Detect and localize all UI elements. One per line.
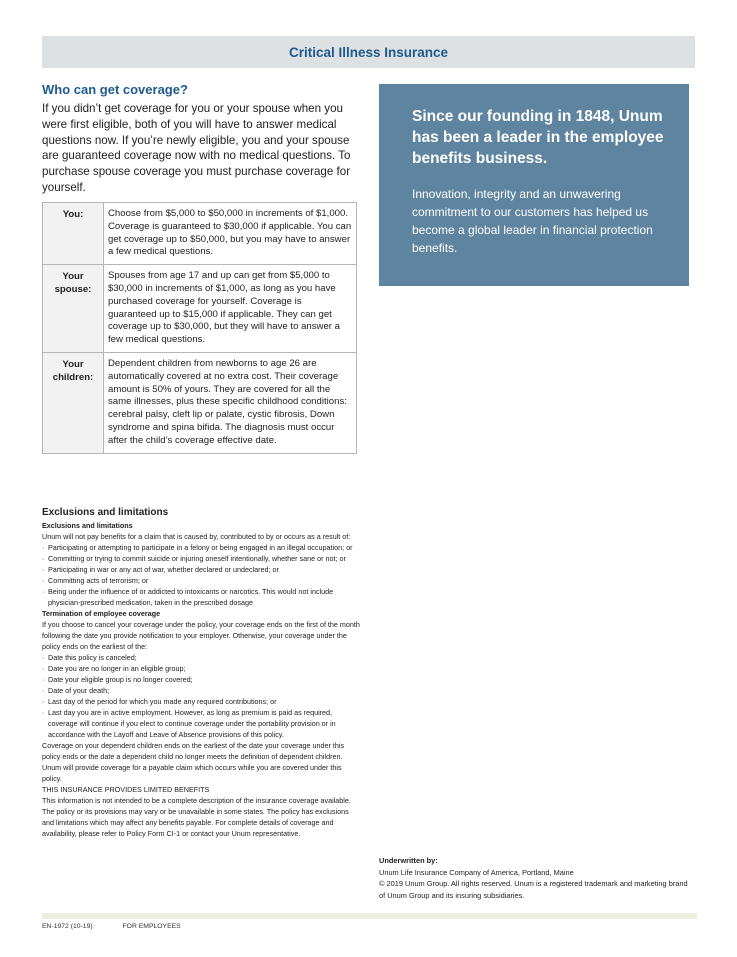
list-item: · Committing or trying to commit suicide or injuring oneself intentionally, whether sane or not; or bbox=[42, 553, 360, 564]
exclusions-list bbox=[42, 542, 360, 608]
list-item: · Date you are no longer in an eligible group; bbox=[42, 663, 360, 674]
row-label: Your spouse: bbox=[43, 265, 104, 353]
form-number: EN-1972 (10-19) bbox=[42, 923, 93, 930]
copyright-text: © 2019 Unum Group. All rights reserved. Unum is a registered trademark and marketing brand of Unum Group and its insuring subsidiaries. bbox=[379, 879, 688, 900]
list-item: · Date this policy is canceled; bbox=[42, 652, 360, 663]
audience-label: FOR EMPLOYEES bbox=[122, 923, 181, 930]
exclusions-subheading: Exclusions and limitations bbox=[42, 521, 133, 530]
list-item: · Being under the influence of or addicted to intoxicants or narcotics. This would not include physician-prescribed medication, taken in the prescribed dosage bbox=[42, 586, 360, 608]
row-label: You: bbox=[43, 203, 104, 265]
coverage-heading: Who can get coverage? bbox=[42, 82, 188, 97]
exclusions-heading: Exclusions and limitations bbox=[42, 507, 169, 518]
table-row bbox=[43, 265, 357, 353]
footer bbox=[42, 923, 181, 930]
dependent-text: Coverage on your dependent children ends on the earliest of the date your coverage under this policy ends or the date a dependent child no longer meets the definition of dependent children. bbox=[42, 741, 345, 761]
coverage-intro: If you didn’t get coverage for you or your spouse when you were first eligible, both of you will have to answer medical questions now. If you’re newly eligible, you and your spouse are guaranteed coverage now with no medical questions. To purchase spouse coverage you must purchase coverage for yourself. bbox=[42, 102, 351, 194]
header-bar bbox=[42, 36, 695, 68]
promo-box bbox=[379, 84, 689, 286]
table-row bbox=[43, 203, 357, 265]
footer-bar bbox=[42, 913, 697, 919]
underwriter-company: Unum Life Insurance Company of America, Portland, Maine bbox=[379, 867, 574, 877]
coverage-section bbox=[42, 82, 358, 196]
disclaimer-text: This information is not intended to be a complete description of the insurance coverage available. The policy or its provisions may vary or be unavailable in some states. The policy has exclusions and limitations which may affect any benefits payable. For complete details of coverage and availability, please refer to Policy Form CI-1 or contact your Unum representative. bbox=[42, 796, 351, 838]
list-item: · Committing acts of terrorism; or bbox=[42, 575, 360, 586]
list-item: · Last day of the period for which you made any required contributions; or bbox=[42, 696, 360, 707]
exclusions-intro: Unum will not pay benefits for a claim that is caused by, contributed to by or occurs as a result of: bbox=[42, 532, 351, 541]
payable-text: Unum will provide coverage for a payable claim which occurs while you are covered under this policy. bbox=[42, 763, 342, 783]
list-item: · Participating or attempting to participate in a felony or being engaged in an illegal occupation; or bbox=[42, 542, 360, 553]
termination-intro: If you choose to cancel your coverage under the policy, your coverage ends on the first of the month following the date you provide notification to your employer. Otherwise, your coverage under the policy ends on the earliest of the: bbox=[42, 620, 360, 651]
row-text: Spouses from age 17 and up can get from $5,000 to $30,000 in increments of $1,000, as long as you have purchased coverage for yourself. Coverage is guaranteed up to $15,000 if applicable. They can get coverage up to $30,000, but they will have to answer a few medical questions. bbox=[104, 265, 357, 353]
list-item: · Participating in war or any act of war, whether declared or undeclared; or bbox=[42, 564, 360, 575]
page-title: Critical Illness Insurance bbox=[288, 44, 449, 60]
coverage-table bbox=[42, 202, 357, 454]
list-item: · Date your eligible group is no longer covered; bbox=[42, 674, 360, 685]
underwriter-heading: Underwritten by: bbox=[379, 856, 438, 865]
exclusions-section bbox=[42, 507, 360, 839]
table-row bbox=[43, 352, 357, 453]
promo-body: Innovation, integrity and an unwavering commitment to our customers has helped us become a global leader in financial protection benefits. bbox=[412, 187, 653, 255]
list-item: · Last day you are in active employment. However, as long as premium is paid as required, coverage will continue if you elect to continue coverage under the portability provision or in accordance with the Layoff and Leave of Absence provisions of this policy. bbox=[42, 707, 360, 740]
row-text: Choose from $5,000 to $50,000 in increments of $1,000. Coverage is guaranteed to $30,000 if applicable. You can get coverage up to $50,000, but you may have to answer a few medical questions. bbox=[104, 203, 357, 265]
row-label: Your children: bbox=[43, 352, 104, 453]
underwriter-block bbox=[379, 855, 694, 901]
termination-heading: Termination of employee coverage bbox=[42, 609, 161, 618]
promo-headline: Since our founding in 1848, Unum has been a leader in the employee benefits business. bbox=[412, 108, 664, 167]
row-text: Dependent children from newborns to age 26 are automatically covered at no extra cost. Their coverage amount is 50% of yours. They are covered for all the same illnesses, plus these specific childhood conditions: cerebral palsy, cleft lip or palate, cystic fibrosis, Down syndrome and spina bifida. The diagnosis must occur after the child’s coverage effective date. bbox=[104, 352, 357, 453]
list-item: · Date of your death; bbox=[42, 685, 360, 696]
termination-list bbox=[42, 652, 360, 740]
limited-benefits-text: THIS INSURANCE PROVIDES LIMITED BENEFITS bbox=[42, 785, 210, 794]
